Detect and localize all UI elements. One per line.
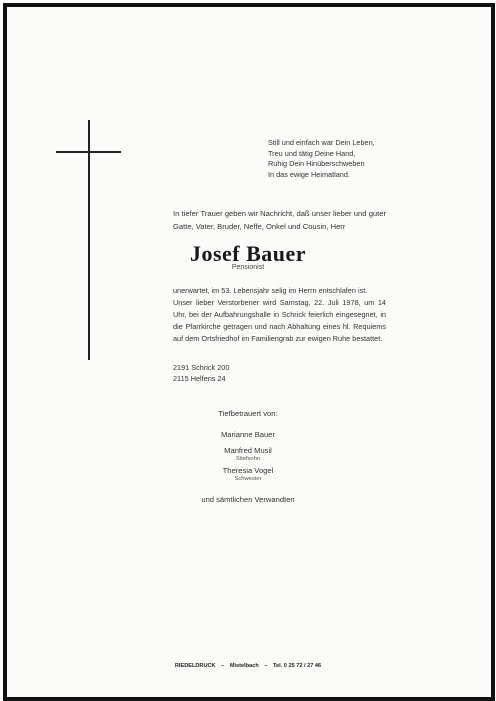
verse-line: In das ewige Heimatland. xyxy=(268,169,350,179)
funeral-details: Unser lieber Verstorbener wird Samstag, 22. Juli 1978, um 14 Uhr, bei der Aufbahrungshalle in Schrick feierlich eingesegnet, in die Pfarrkirche getragen und nach Abhaltung eines hl. Requiems auf dem Ortsfriedhof im Familiengrab zur ewigen Ruhe bestattet. xyxy=(173,298,386,343)
mourner-relation: Stiefsohn xyxy=(235,456,261,462)
memorial-verse xyxy=(268,138,375,180)
verse-line: Treu und tätig Deine Hand, xyxy=(268,148,356,158)
mourners-title: Tiefbetrauert von: xyxy=(218,409,278,418)
mourner-name: Theresia Vogel xyxy=(222,466,274,475)
mourner-relation: Schwester xyxy=(234,476,262,482)
printer-phone: Tel. 0 25 72 / 27 46 xyxy=(273,663,322,669)
printer-location: Mistelbach xyxy=(229,663,259,669)
address-line: 2191 Schrick 200 xyxy=(173,363,230,372)
address-line: 2115 Helfens 24 xyxy=(173,373,226,383)
death-notice: unerwartet, im 53. Lebensjahr selig im Herrn entschlafen ist. xyxy=(173,286,368,295)
verse-line: Still und einfach war Dein Leben, xyxy=(268,138,375,147)
verse-line: Ruhig Dein Hinüberschweben xyxy=(268,159,365,169)
printer-imprint: RIEDELDRUCK – Mistelbach – Tel. 0 25 72 / 27 46 xyxy=(174,663,322,669)
deceased-occupation: Pensionist xyxy=(231,264,265,271)
family-addresses xyxy=(173,363,229,384)
mourner-name: Manfred Musil xyxy=(224,446,272,455)
deceased-name: Josef Bauer xyxy=(189,241,307,266)
mourners-closing: und sämtlichen Verwandten xyxy=(201,495,295,504)
printer-name: RIEDELDRUCK xyxy=(174,663,216,669)
cross-vertical-bar xyxy=(88,120,90,360)
cross-horizontal-bar xyxy=(56,151,121,153)
announcement-intro: In tiefer Trauer geben wir Nachricht, daß unser lieber und guter Gatte, Vater, Bruder, Neffe, Onkel und Cousin, Herr xyxy=(173,209,386,231)
mourner-name: Marianne Bauer xyxy=(220,430,276,439)
